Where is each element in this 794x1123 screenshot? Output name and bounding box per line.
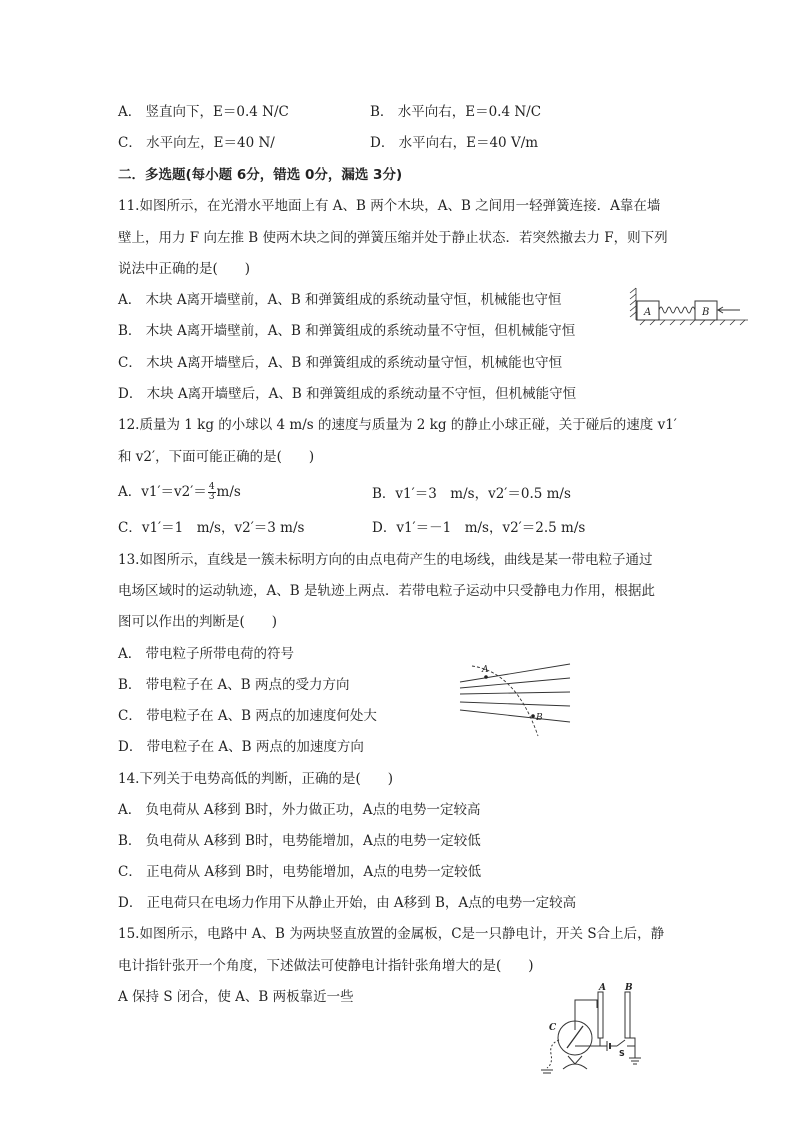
section-heading: 二．多选题(每小题 6分，错选 0分，漏选 3分) — [118, 167, 403, 183]
switch-label: S — [619, 1049, 625, 1058]
q14-option-d: D． 正电荷只在电场力作用下从静止开始，由 A移到 B，A点的电势一定较高 — [118, 895, 577, 911]
block-a-label: A — [644, 307, 652, 318]
point-a — [484, 675, 488, 679]
q13-stem-line-2: 电场区域时的运动轨迹，A、B 是轨迹上两点．若带电粒子运动中只受静电力作用，根据此 — [118, 583, 655, 599]
field-lines — [460, 664, 570, 722]
q12-option-a-prefix: A．v1′＝v2′＝ — [118, 484, 207, 500]
wall-hatching — [630, 288, 636, 320]
wire-to-plate-b — [627, 1038, 635, 1046]
force-arrow — [718, 307, 740, 313]
q11-option-c: C． 木块 A离开墙壁后，A、B 和弹簧组成的系统动量守恒，机械能也守恒 — [118, 355, 563, 371]
q10-option-b: B． 水平向右，E＝0.4 N/C — [370, 104, 542, 120]
q14-option-c: C． 正电荷从 A移到 B时，电势能增加，A点的电势一定较低 — [118, 864, 482, 880]
q12-option-d: D．v1′＝－1 m/s，v2′＝2.5 m/s — [372, 520, 586, 536]
switch-s — [617, 1040, 625, 1046]
q11-option-a: A． 木块 A离开墙壁前，A、B 和弹簧组成的系统动量守恒，机械能也守恒 — [118, 292, 562, 308]
spring — [659, 307, 695, 313]
electrometer-ground-lead — [547, 1040, 559, 1068]
q15-figure — [535, 980, 660, 1080]
ground-hatching — [636, 320, 748, 325]
fraction-numerator: 4 — [208, 482, 215, 492]
q11-stem-line-2: 壁上，用力 F 向左推 B 使两木块之间的弹簧压缩并处于静止状态．若突然撤去力 F，则下列 — [118, 230, 668, 246]
electrometer-stand — [568, 1056, 582, 1064]
q12-stem-line-1: 12.质量为 1 kg 的小球以 4 m/s 的速度与质量为 2 kg 的静止小球正碰，关于碰后的速度 v1′ — [118, 417, 677, 433]
electrometer-label: C — [549, 1023, 557, 1033]
q12-option-c: C．v1′＝1 m/s，v2′＝3 m/s — [118, 520, 305, 536]
q14-stem-line-1: 14.下列关于电势高低的判断，正确的是( ) — [118, 771, 394, 787]
q13-stem-line-1: 13.如图所示，直线是一簇未标明方向的由点电荷产生的电场线，曲线是某一带电粒子通过 — [118, 552, 653, 568]
wire-bottom-left — [575, 1038, 600, 1046]
q12-option-a — [118, 483, 241, 502]
q13-option-b: B． 带电粒子在 A、B 两点的受力方向 — [118, 677, 350, 693]
fraction-denominator: 3 — [208, 492, 215, 502]
plate-a-label: A — [599, 983, 606, 993]
block-b-label: B — [702, 307, 710, 318]
q13-option-d: D． 带电粒子在 A、B 两点的加速度方向 — [118, 739, 364, 755]
q14-option-a: A． 负电荷从 A移到 B时，外力做正功，A点的电势一定较高 — [118, 802, 481, 818]
q12-option-a-unit: m/s — [216, 484, 241, 500]
q10-option-a: A． 竖直向下，E＝0.4 N/C — [118, 104, 289, 120]
q10-option-c: C． 水平向左，E＝40 N/ — [118, 135, 275, 151]
q11-option-d: D． 木块 A离开墙壁后，A、B 和弹簧组成的系统动量不守恒，但机械能守恒 — [118, 386, 577, 402]
q11-stem-line-3: 说法中正确的是( ) — [118, 261, 251, 277]
q11-stem-line-1: 11.如图所示，在光滑水平地面上有 A、B 两个木块，A、B 之间用一轻弹簧连接．A靠在墙 — [118, 198, 661, 214]
plate-b — [625, 992, 630, 1038]
plate-a — [598, 992, 603, 1038]
q15-stem-line-2: 电计指针张开一个角度，下述做法可使静电计指针张角增大的是( ) — [118, 958, 534, 974]
q11-figure — [630, 285, 755, 327]
q12-stem-line-2: 和 v2′，下面可能正确的是( ) — [118, 449, 315, 465]
q14-option-b: B． 负电荷从 A移到 B时，电势能增加，A点的电势一定较低 — [118, 833, 481, 849]
q13-stem-line-3: 图可以作出的判断是( ) — [118, 614, 278, 630]
q11-option-b: B． 木块 A离开墙壁前，A、B 和弹簧组成的系统动量不守恒，但机械能守恒 — [118, 323, 576, 339]
q13-option-c: C． 带电粒子在 A、B 两点的加速度何处大 — [118, 708, 377, 724]
plate-b-label: B — [625, 983, 633, 993]
q12-option-b: B．v1′＝3 m/s，v2′＝0.5 m/s — [372, 486, 571, 502]
q15-stem-line-1: 15.如图所示，电路中 A、B 为两块竖直放置的金属板，C是一只静电计，开关 S合上后，静 — [118, 926, 665, 942]
point-b-label: B — [536, 713, 543, 723]
q13-option-a: A． 带电粒子所带电荷的符号 — [118, 646, 295, 662]
point-b — [531, 714, 535, 718]
q12-option-a-fraction — [208, 483, 216, 502]
q15-option-a: A 保持 S 闭合，使 A、B 两板靠近一些 — [118, 989, 354, 1005]
trajectory-curve — [472, 666, 538, 736]
wire-top — [575, 1000, 597, 1018]
q10-option-d: D． 水平向右，E＝40 V/m — [370, 135, 539, 151]
q13-figure — [458, 660, 574, 738]
point-a-label: A — [482, 665, 489, 675]
